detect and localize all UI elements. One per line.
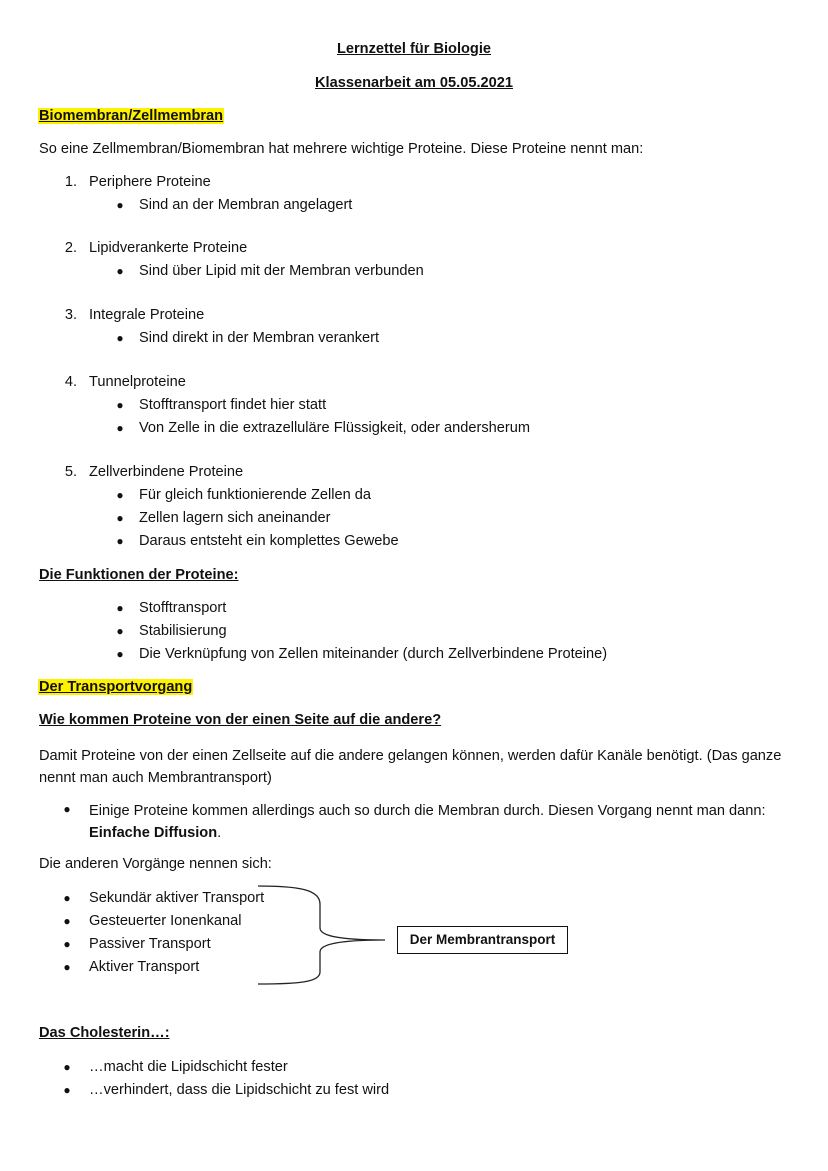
bullet-icon: ● — [63, 1060, 71, 1074]
bullet-icon: ● — [116, 624, 124, 638]
list-number: 4. — [64, 374, 77, 390]
list-item: Integrale Proteine — [89, 307, 205, 323]
transport-paragraph: Damit Proteine von der einen Zellseite auf die andere gelangen können, werden dafür Kanäle benötigt. (Das ganze nennt man auch Membrantransport) — [39, 748, 782, 786]
list-item: Von Zelle in die extrazelluläre Flüssigkeit, oder andersherum — [139, 420, 530, 436]
list-item: Passiver Transport — [89, 936, 211, 952]
list-item: Für gleich funktionierende Zellen da — [139, 487, 372, 503]
bullet-icon: ● — [63, 914, 71, 928]
bullet-icon: ● — [116, 488, 124, 502]
bullet-icon: ● — [116, 264, 124, 278]
list-item: Aktiver Transport — [89, 959, 200, 975]
bullet-icon: ● — [116, 398, 124, 412]
list-item: Sekundär aktiver Transport — [89, 890, 265, 906]
list-item: Zellen lagern sich aneinander — [139, 510, 331, 526]
section-heading-text: Der Transportvorgang — [39, 679, 193, 695]
list-item: Sind direkt in der Membran verankert — [139, 330, 380, 346]
bullet-icon: ● — [116, 421, 124, 435]
others-intro: Die anderen Vorgänge nennen sich: — [39, 856, 272, 872]
list-item: Periphere Proteine — [89, 174, 211, 190]
bullet-icon: ● — [63, 937, 71, 951]
transport-question: Wie kommen Proteine von der einen Seite auf die andere? — [39, 712, 442, 728]
intro-paragraph: So eine Zellmembran/Biomembran hat mehrere wichtige Proteine. Diese Proteine nennt man: — [39, 141, 644, 157]
list-item: Stofftransport — [139, 600, 227, 616]
bullet-icon: ● — [116, 601, 124, 615]
list-item: Daraus entsteht ein komplettes Gewebe — [139, 533, 399, 549]
list-item: …macht die Lipidschicht fester — [89, 1059, 288, 1075]
list-number: 3. — [64, 307, 77, 323]
bullet-icon: ● — [116, 198, 124, 212]
list-item: Die Verknüpfung von Zellen miteinander (durch Zellverbindene Proteine) — [139, 646, 608, 662]
section-heading-text: Biomembran/Zellmembran — [39, 108, 224, 124]
list-item: …verhindert, dass die Lipidschicht zu fest wird — [89, 1082, 390, 1098]
cholesterin-heading: Das Cholesterin…: — [39, 1025, 170, 1041]
diffusion-bullet — [89, 800, 779, 844]
bullet-icon: ● — [116, 331, 124, 345]
list-item: Stofftransport findet hier statt — [139, 397, 327, 413]
bullet-icon: ● — [116, 534, 124, 548]
diffusion-text: Einige Proteine kommen allerdings auch so durch die Membran durch. Diesen Vorgang nennt man dann: — [89, 803, 766, 819]
list-item: Stabilisierung — [139, 623, 227, 639]
page-title: Lernzettel für Biologie — [336, 41, 492, 57]
list-number: 5. — [64, 464, 77, 480]
page-subtitle: Klassenarbeit am 05.05.2021 — [315, 75, 513, 91]
bullet-icon: ● — [116, 647, 124, 661]
membrantransport-box: Der Membrantransport — [397, 926, 568, 954]
section-heading-biomembran — [38, 108, 224, 124]
list-item: Gesteuerter Ionenkanal — [89, 913, 242, 929]
diffusion-period: . — [217, 825, 222, 841]
list-number: 1. — [64, 174, 77, 190]
bullet-icon: ● — [63, 891, 71, 905]
bullet-icon: ● — [63, 1083, 71, 1097]
section-heading-transport — [38, 679, 193, 695]
list-number: 2. — [64, 240, 77, 256]
bullet-icon: ● — [63, 960, 71, 974]
list-item: Tunnelproteine — [89, 374, 186, 390]
bullet-icon: ● — [63, 802, 71, 816]
functions-heading: Die Funktionen der Proteine: — [39, 567, 239, 583]
list-item: Lipidverankerte Proteine — [89, 240, 248, 256]
list-item: Sind über Lipid mit der Membran verbunden — [139, 263, 424, 279]
bullet-icon: ● — [116, 511, 124, 525]
list-item: Sind an der Membran angelagert — [139, 197, 353, 213]
curly-brace-icon — [250, 880, 400, 990]
diffusion-term: Einfache Diffusion — [89, 825, 218, 841]
list-item: Zellverbindene Proteine — [89, 464, 244, 480]
